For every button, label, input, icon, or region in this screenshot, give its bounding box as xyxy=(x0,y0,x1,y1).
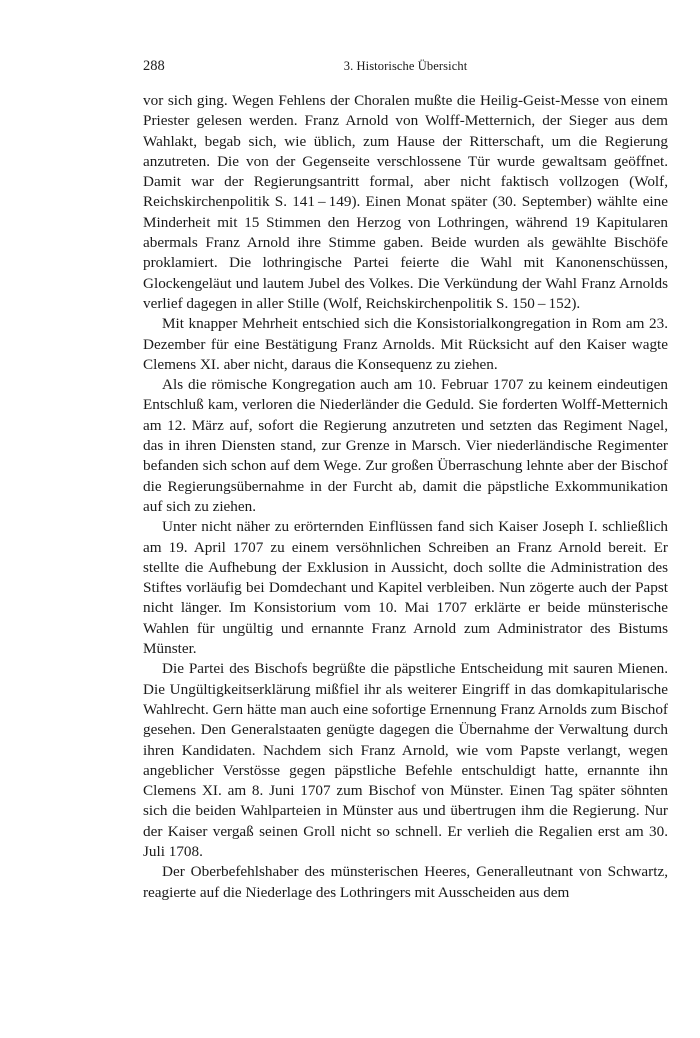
paragraph-kaiser-joseph: Unter nicht näher zu erörternden Einflüssen fand sich Kaiser Joseph I. schließlich am 19. April 1707 zu einem versöhnlichen Schreiben an Franz Arnold bereit. Er stellte die Aufhebung der Exklusion in Aussicht, doch sollte die Administration des Stiftes vorläufig bei Domdechant und Kapitel verbleiben. Nun zögerte auch der Papst nicht länger. Im Konsistorium vom 10. Mai 1707 erklärte er beide münsterische Wahlen für ungültig und ernannte Franz Arnold zum Administrator des Bistums Münster. xyxy=(143,518,668,658)
paragraph-konsistorialkongregation: Mit knapper Mehrheit entschied sich die Konsistorialkongregation in Rom am 23. Dezember für eine Bestätigung Franz Arnolds. Mit Rücksicht auf den Kaiser wagte Clemens XI. aber nicht, daraus die Konsequenz zu ziehen. xyxy=(143,315,668,373)
paragraph-oberbefehlshaber: Der Oberbefehlshaber des münsterischen Heeres, Generalleutnant von Schwartz, reagierte auf die Niederlage des Lothringers mit Ausscheiden aus dem xyxy=(143,863,668,901)
paragraph-continuation: vor sich ging. Wegen Fehlens der Choralen mußte die Heilig-Geist-Messe von einem Priester gelesen werden. Franz Arnold von Wolff-Metternich, der Sieger aus dem Wahlakt, begab sich, wie üblich, zum Hause der Ritterschaft, um die Regierung anzutreten. Die von der Gegenseite verschlossene Tür wurde gewaltsam geöffnet. Damit war der Regierungsantritt formal, aber nicht faktisch vollzogen (Wolf, Reichskirchenpolitik S. 141 – 149). Einen Monat später (30. September) wählte eine Minderheit mit 15 Stimmen den Herzog von Lothringen, während 19 Kapitularen abermals Franz Arnold ihre Stimme gaben. Beide wurden als gewählte Bischöfe proklamiert. Die lothringische Partei feierte die Wahl mit Kanonenschüssen, Glockengeläut und lautem Jubel des Volkes. Die Verkündung der Wahl Franz Arnolds verlief dagegen in aller Stille (Wolf, Reichskirchenpolitik S. 150 – 152). xyxy=(143,92,668,312)
paragraph-roemische-kongregation: Als die römische Kongregation auch am 10. Februar 1707 zu keinem eindeutigen Entschluß kam, verloren die Niederländer die Geduld. Sie forderten Wolff-Metternich am 12. März auf, sofort die Regierung anzutreten und setzten das Regiment Nagel, das in ihren Diensten stand, zur Grenze in Marsch. Vier niederländische Regimenter befanden sich schon auf dem Wege. Zur großen Überraschung lehnte aber der Bischof die Regierungsübernahme in der Furcht ab, damit die päpstliche Exkommunikation auf sich zu ziehen. xyxy=(143,376,668,515)
paragraph-partei-des-bischofs: Die Partei des Bischofs begrüßte die päpstliche Entscheidung mit sauren Mienen. Die Ungültigkeitserklärung mißfiel ihr als weiterer Eingriff in das domkapitularische Wahlrecht. Gern hätte man auch eine sofortige Ernennung Franz Arnolds zum Bischof gesehen. Den Generalstaaten genügte dagegen die Übernahme der Verwaltung durch ihren Kandidaten. Nachdem sich Franz Arnold, wie vom Papste verlangt, wegen angeblicher Verstösse gegen päpstliche Befehle entschuldigt hatte, ernannte ihn Clemens XI. am 8. Juni 1707 zum Bischof von Münster. Einen Tag später söhnten sich die beiden Wahlparteien in Münster aus und übertrugen ihm die Regierung. Nur der Kaiser vergaß seinen Groll nicht so schnell. Er verlieh die Regalien erst am 30. Juli 1708. xyxy=(143,660,668,860)
page-number: 288 xyxy=(143,58,165,74)
running-title: 3. Historische Übersicht xyxy=(343,59,468,73)
body-text xyxy=(143,91,668,903)
page-header xyxy=(143,58,668,78)
